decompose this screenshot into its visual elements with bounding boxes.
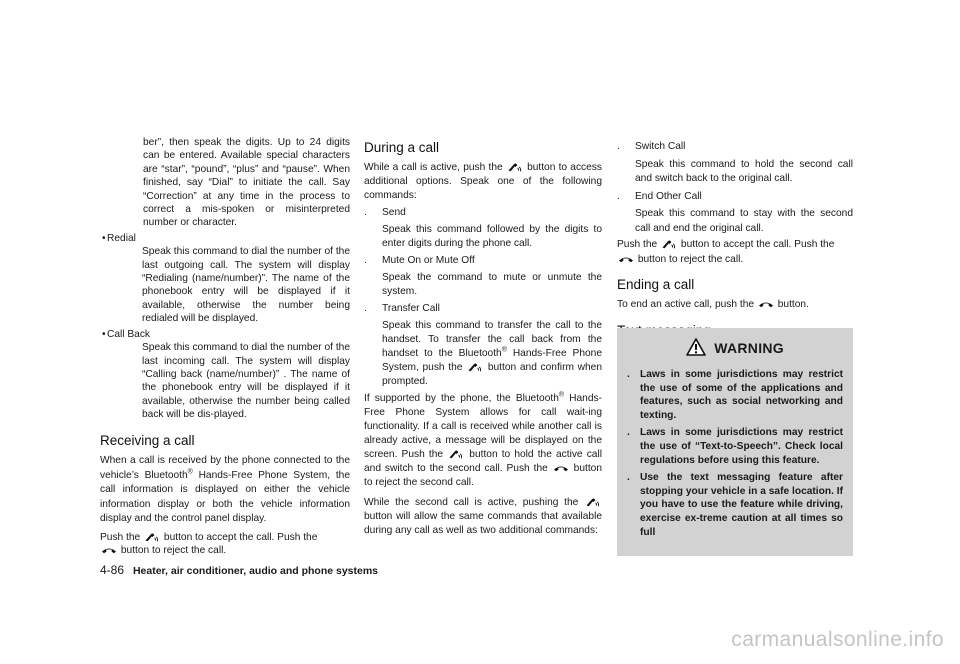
phone-talk-icon bbox=[661, 239, 677, 249]
section-title: Heater, air conditioner, audio and phone systems bbox=[132, 565, 379, 577]
redial-item: • Redial Speak this command to dial the number of the last outgoing call. The system will display “Redialing (name/number)”. The name of the phonebook entry will be displayed if it available, otherwise the number being redialed will be displayed. bbox=[102, 232, 350, 325]
page-number: 4-86 bbox=[100, 563, 125, 577]
switch-call-item: . Switch Call Speak this command to hold the second call and switch back to the original call. bbox=[617, 141, 853, 184]
callback-title: Call Back bbox=[107, 328, 151, 340]
call-waiting-text: If supported by the phone, the Bluetooth® Hands-Free Phone System allows for call wait-ing functionality. If a call is received while another call is already active, a message will be displayed on the screen. Push the button to hold the active call and switch to the second call. Push the button to reject the second call. bbox=[364, 391, 602, 488]
receiving-text: When a call is received by the phone connected to the vehicle’s Bluetooth® Hands-Free Phone System, the call information is displayed on either the vehicle information display or both the vehicle information display and the control panel display. bbox=[100, 455, 350, 524]
phone-talk-icon bbox=[585, 497, 601, 507]
warning-header bbox=[617, 338, 853, 356]
watermark: carmanualsonline.info bbox=[731, 628, 944, 651]
end-other-call-item: . End Other Call Speak this command to stay with the second call and end the original call. bbox=[617, 190, 853, 234]
accept-reject-text: Push the button to accept the call. Push the button to reject the call. bbox=[617, 239, 835, 265]
redial-title: Redial bbox=[107, 232, 136, 244]
redial-text: Speak this command to dial the number of the last outgoing call. The system will display “Redialing (name/number)”. The name of the phonebook entry will be displayed if it available, otherwise the number being redialed will be displayed. bbox=[142, 246, 350, 325]
phone-hangup-icon bbox=[553, 463, 569, 473]
warning-box bbox=[617, 328, 853, 556]
page-footer bbox=[100, 563, 378, 577]
receiving-heading: Receiving a call bbox=[100, 433, 195, 448]
warning-item: . Laws in some jurisdictions may restrict the use of some of the applications and features, such as social networking and texting. bbox=[627, 369, 843, 421]
send-item: . Send Speak this command followed by the digits to enter digits during the phone call. bbox=[364, 207, 602, 249]
phone-talk-icon bbox=[467, 362, 483, 372]
phone-talk-icon bbox=[144, 532, 160, 542]
phone-hangup-icon bbox=[101, 545, 117, 555]
second-call-text: While the second call is active, pushing the button will allow the same commands that available during any call as well as two additional commands: bbox=[364, 497, 602, 536]
ending-text: To end an active call, push the button. bbox=[617, 299, 809, 310]
during-text: While a call is active, push the button to access additional options. Speak one of the following commands: bbox=[364, 162, 602, 201]
callback-text: Speak this command to dial the number of the last incoming call. The system will display “Calling back (name/number)” . The name of the phonebook entry will be displayed if it available, otherwise the number being called back will be dis-played. bbox=[142, 342, 350, 421]
warning-item: . Use the text messaging feature after stopping your vehicle in a safe location. If you have to use the feature while driving, exercise ex-treme caution at all times so full bbox=[627, 472, 843, 538]
mute-item: . Mute On or Mute Off Speak the command to mute or unmute the system. bbox=[364, 255, 602, 297]
transfer-item: . Transfer Call Speak this command to transfer the call to the handset. To transfer the call back from the handset to the Bluetooth® Hands-Free Phone System, push the button and confirm when prompted. bbox=[364, 303, 602, 387]
warning-list bbox=[617, 368, 853, 543]
warning-item: . Laws in some jurisdictions may restrict the use of “Text-to-Speech”. Check local regulations before using this feature. bbox=[627, 427, 843, 466]
phone-talk-icon bbox=[448, 449, 464, 459]
phone-hangup-icon bbox=[758, 299, 774, 309]
phone-hangup-icon bbox=[618, 254, 634, 264]
warning-triangle-icon bbox=[686, 338, 706, 356]
callback-item: • Call Back Speak this command to dial the number of the last incoming call. The system will display “Calling back (name/number)” . The name of the phonebook entry will be displayed if it available, otherwise the number being called back will be dis-played. bbox=[102, 328, 350, 421]
receiving-push-text: Push the button to accept the call. Push the button to reject the call. bbox=[100, 531, 318, 556]
during-heading: During a call bbox=[364, 140, 440, 155]
warning-title: WARNING bbox=[714, 340, 784, 356]
phone-talk-icon bbox=[507, 162, 523, 172]
dial-number-text: ber”, then speak the digits. Up to 24 digits can be entered. Available special characters are “star”, “pound”, “plus” and “pause”. When finished, say “Dial” to initiate the call. Say “Correction” at any time in the process to correct a mis-spoken or misinterpreted number or character. bbox=[143, 137, 350, 229]
ending-heading: Ending a call bbox=[617, 277, 695, 292]
